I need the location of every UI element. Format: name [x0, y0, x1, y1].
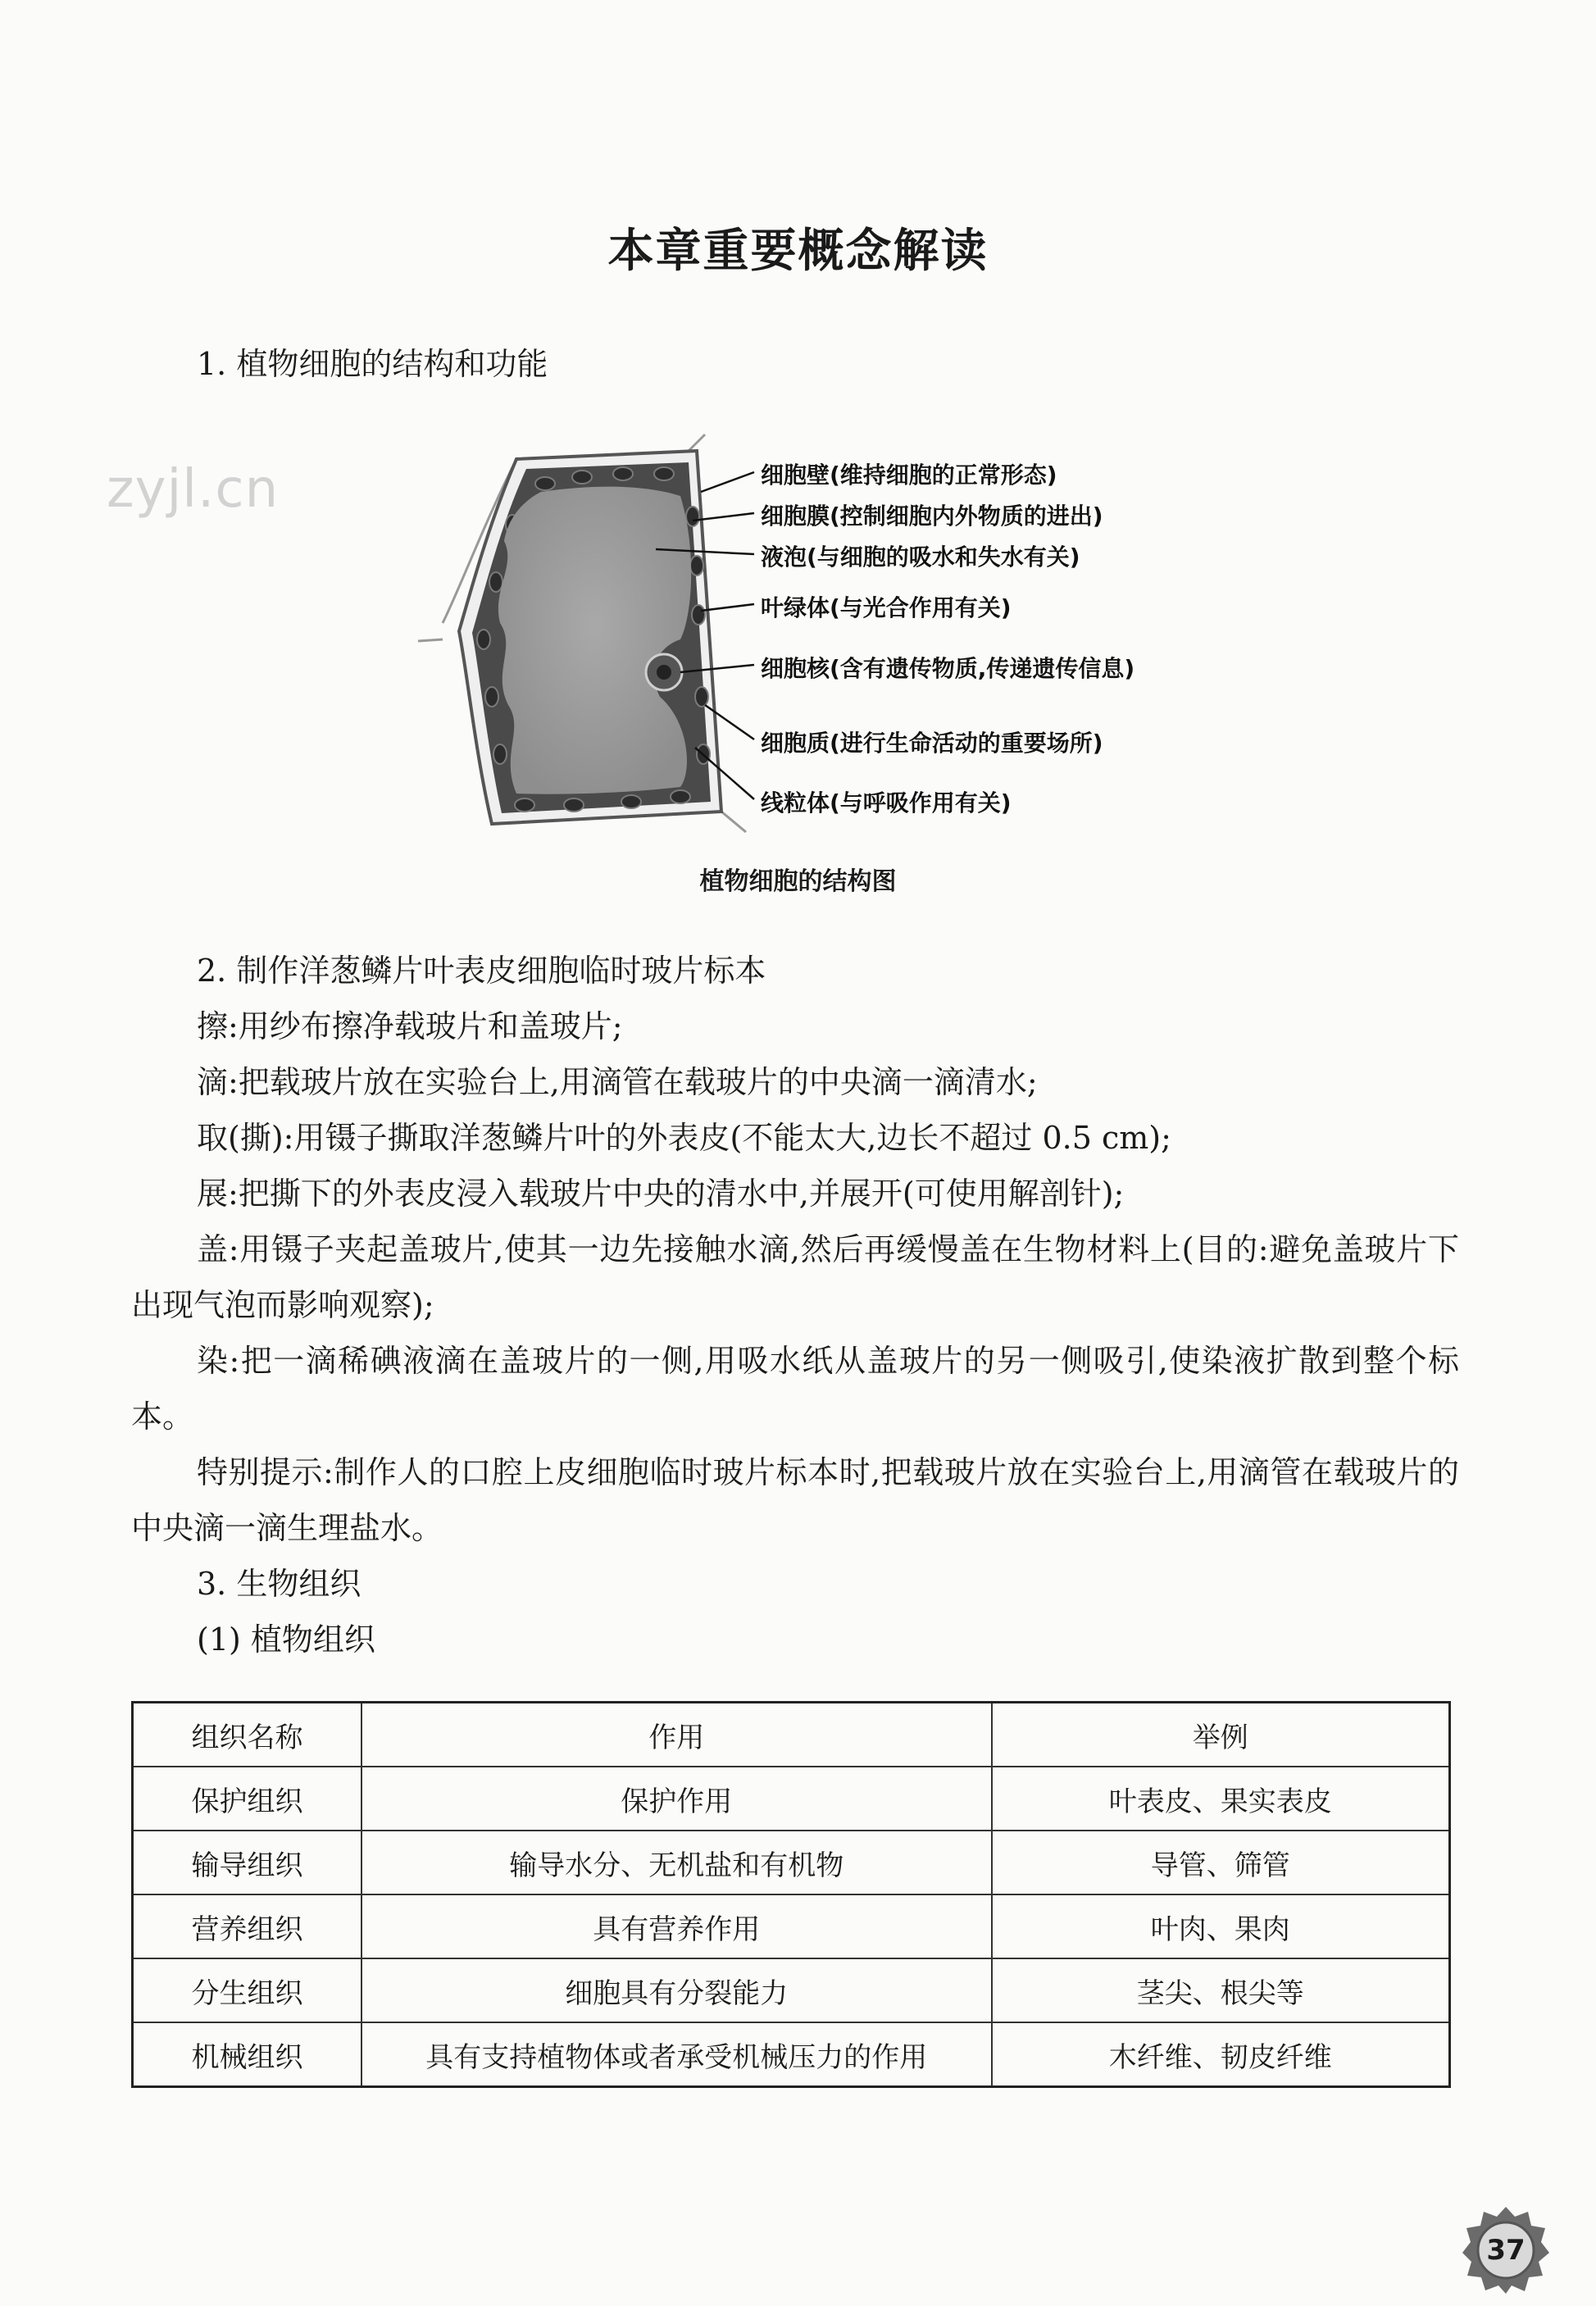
step-drop: 滴:把载玻片放在实验台上,用滴管在载玻片的中央滴一滴清水;: [197, 1064, 1038, 1100]
label-vacuole: 液泡(与细胞的吸水和失水有关): [761, 544, 1080, 571]
table-row: [133, 1767, 1450, 1831]
plant-cell-figure: [410, 426, 1230, 836]
vacuole: [498, 487, 691, 794]
header-example: 举例: [992, 1703, 1450, 1767]
table-row: [133, 1958, 1450, 2022]
page-number: 37: [1486, 2234, 1526, 2267]
cell-function: 具有支持植物体或者承受机械压力的作用: [361, 2022, 992, 2087]
cell-example: 叶肉、果肉: [992, 1894, 1450, 1958]
cell-name: 输导组织: [133, 1831, 361, 1894]
special-note: 特别提示:制作人的口腔上皮细胞临时玻片标本时,把载玻片放在实验台上,用滴管在载玻片的中央滴一滴生理盐水。: [131, 1454, 1459, 1546]
cell-function: 具有营养作用: [361, 1894, 992, 1958]
section-heading-2: 2. 制作洋葱鳞片叶表皮细胞临时玻片标本: [197, 953, 766, 989]
header-tissue-name: 组织名称: [133, 1703, 361, 1767]
label-chloroplast: 叶绿体(与光合作用有关): [761, 594, 1012, 621]
step-stain: 染:把一滴稀碘液滴在盖玻片的一侧,用吸水纸从盖玻片的另一侧吸引,使染液扩散到整个标本。: [131, 1343, 1459, 1435]
subsection-heading: (1) 植物组织: [197, 1621, 375, 1658]
label-cell-membrane: 细胞膜(控制细胞内外物质的进出): [761, 503, 1103, 530]
step-cover: 盖:用镊子夹起盖玻片,使其一边先接触水滴,然后再缓慢盖在生物材料上(目的:避免盖玻片下出现气泡而影响观察);: [131, 1231, 1459, 1323]
cell-function: 保护作用: [361, 1767, 992, 1831]
label-cell-wall: 细胞壁(维持细胞的正常形态): [761, 462, 1057, 489]
section-heading-3: 3. 生物组织: [197, 1566, 361, 1602]
cell-name: 营养组织: [133, 1894, 361, 1958]
cell-name: 保护组织: [133, 1767, 361, 1831]
section-heading-1: 1. 植物细胞的结构和功能: [197, 346, 548, 382]
label-cytoplasm: 细胞质(进行生命活动的重要场所): [761, 730, 1103, 757]
table-row: [133, 1831, 1450, 1894]
header-function: 作用: [361, 1703, 992, 1767]
step-peel: 取(撕):用镊子撕取洋葱鳞片叶的外表皮(不能太大,边长不超过 0.5 cm);: [197, 1120, 1171, 1156]
figure-caption: 植物细胞的结构图: [699, 867, 897, 896]
label-nucleus: 细胞核(含有遗传物质,传递遗传信息): [761, 655, 1135, 682]
step-wipe: 擦:用纱布擦净载玻片和盖玻片;: [197, 1008, 623, 1044]
page-title: 本章重要概念解读: [607, 225, 989, 278]
cell-function: 细胞具有分裂能力: [361, 1958, 992, 2022]
watermark: zyjl.cn: [107, 459, 280, 520]
table-row: [133, 1894, 1450, 1958]
cell-example: 茎尖、根尖等: [992, 1958, 1450, 2022]
table-row: [133, 2022, 1450, 2087]
label-mitochondria: 线粒体(与呼吸作用有关): [761, 789, 1012, 816]
plant-tissue-table: [131, 1701, 1451, 2088]
table-header-row: [133, 1703, 1450, 1767]
cell-example: 叶表皮、果实表皮: [992, 1767, 1450, 1831]
cell-example: 木纤维、韧皮纤维: [992, 2022, 1450, 2087]
step-spread: 展:把撕下的外表皮浸入载玻片中央的清水中,并展开(可使用解剖针);: [197, 1176, 1125, 1212]
cell-example: 导管、筛管: [992, 1831, 1450, 1894]
cell-name: 机械组织: [133, 2022, 361, 2087]
cell-function: 输导水分、无机盐和有机物: [361, 1831, 992, 1894]
cell-name: 分生组织: [133, 1958, 361, 2022]
